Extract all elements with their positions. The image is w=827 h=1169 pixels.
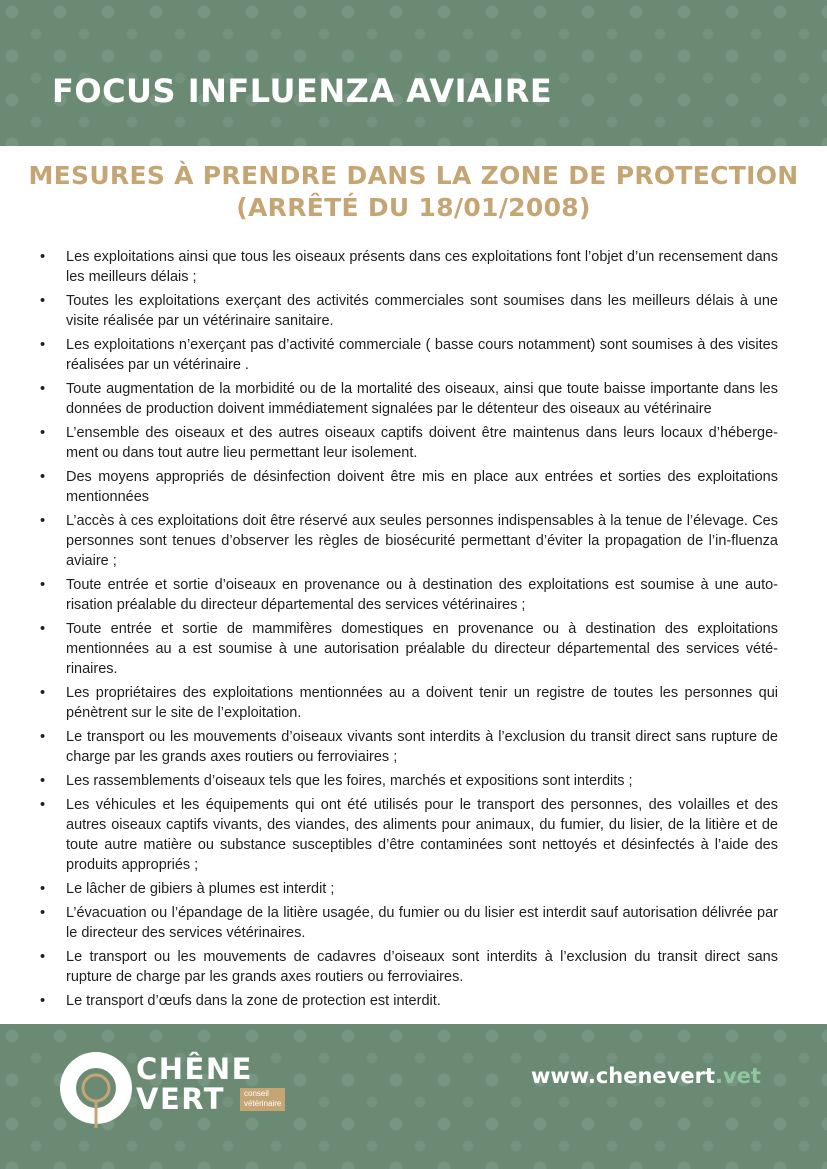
logo-wordmark-line1: CHÊNE bbox=[136, 1052, 253, 1086]
chenevert-logo-icon bbox=[54, 1048, 138, 1132]
section-heading-line1: MESURES À PRENDRE DANS LA ZONE DE PROTECTION bbox=[28, 161, 799, 190]
logo-tagline-line2: vétérinaire bbox=[244, 1099, 282, 1108]
list-item: • Toute entrée et sortie de mammifères domestiques en provenance ou à destination des exploitations mentionnées au a est soumise à une autorisation préalable du directeur départemental des services vété-rinaires. bbox=[34, 619, 778, 679]
logo-tagline bbox=[240, 1088, 285, 1111]
list-item: • Le transport ou les mouvements d’oiseaux vivants sont interdits à l’exclusion du transit direct sans rupture de charge par les grands axes routiers ou ferroviaires ; bbox=[34, 727, 778, 767]
list-item: • Toute augmentation de la morbidité ou de la mortalité des oiseaux, ainsi que toute baisse importante dans les données de production doivent immédiatement signalées par le détenteur des oiseaux au vétérinaire bbox=[34, 379, 778, 419]
list-item: • Les exploitations n’exerçant pas d’activité commerciale ( basse cours notamment) sont soumises à des visites réalisées par un vétérinaire . bbox=[34, 335, 778, 375]
list-item: • Les propriétaires des exploitations mentionnées au a doivent tenir un registre de toutes les personnes qui pénètrent sur le site de l’exploitation. bbox=[34, 683, 778, 723]
chenevert-logo bbox=[54, 1048, 314, 1132]
section-heading-line2: (ARRÊTÉ DU 18/01/2008) bbox=[236, 193, 591, 222]
list-item: • Les exploitations ainsi que tous les oiseaux présents dans ces exploitations font l’objet d’un recensement dans les meilleurs délais ; bbox=[34, 247, 778, 287]
list-item: • Le transport d’œufs dans la zone de protection est interdit. bbox=[34, 991, 778, 1011]
website-domain: www.chenevert bbox=[531, 1064, 715, 1088]
list-item: • Des moyens appropriés de désinfection doivent être mis en place aux entrées et sorties des exploitations mentionnées bbox=[34, 467, 778, 507]
list-item: • Toute entrée et sortie d’oiseaux en provenance ou à destination des exploitations est soumise à une auto-risation préalable du directeur départemental des services vétérinaires ; bbox=[34, 575, 778, 615]
list-item: • Toutes les exploitations exerçant des activités commerciales sont soumises dans les meilleurs délais à une visite réalisée par un vétérinaire sanitaire. bbox=[34, 291, 778, 331]
logo-wordmark-line2: VERT bbox=[136, 1082, 226, 1116]
list-item: • Le transport ou les mouvements de cadavres d’oiseaux sont interdits à l’exclusion du transit direct sans rupture de charge par les grands axes routiers ou ferroviaires. bbox=[34, 947, 778, 987]
list-item: • L’évacuation ou l’épandage de la litière usagée, du fumier ou du lisier est interdit sauf autorisation délivrée par le directeur des services vétérinaires. bbox=[34, 903, 778, 943]
list-item: • L’ensemble des oiseaux et des autres oiseaux captifs doivent être maintenus dans leurs locaux d’héberge-ment ou dans tout autre lieu permettant leur isolement. bbox=[34, 423, 778, 463]
website-link[interactable] bbox=[531, 1064, 761, 1088]
list-item: • Les véhicules et les équipements qui ont été utilisés pour le transport des personnes, des volailles et des autres oiseaux captifs vivants, des viandes, des aliments pour animaux, du fumier, du lisier, de la litière et de toute autre matière ou substance susceptibles d’être contaminées sont nettoyés et désinfectés à l’aide des produits appropriés ; bbox=[34, 795, 778, 875]
website-tld: .vet bbox=[715, 1064, 761, 1088]
list-item: • L’accès à ces exploitations doit être réservé aux seules personnes indispensables à la tenue de l’élevage. Ces personnes sont tenues d’observer les règles de biosécurité permettant d’éviter la propagation de l’in-fluenza aviaire ; bbox=[34, 511, 778, 571]
measures-list bbox=[34, 247, 778, 1015]
list-item: • Les rassemblements d’oiseaux tels que les foires, marchés et expositions sont interdits ; bbox=[34, 771, 778, 791]
header-banner bbox=[0, 0, 827, 146]
logo-tagline-line1: conseil bbox=[244, 1089, 269, 1098]
list-item: • Le lâcher de gibiers à plumes est interdit ; bbox=[34, 879, 778, 899]
section-heading bbox=[0, 160, 827, 224]
page-title: FOCUS INFLUENZA AVIAIRE bbox=[52, 72, 553, 110]
